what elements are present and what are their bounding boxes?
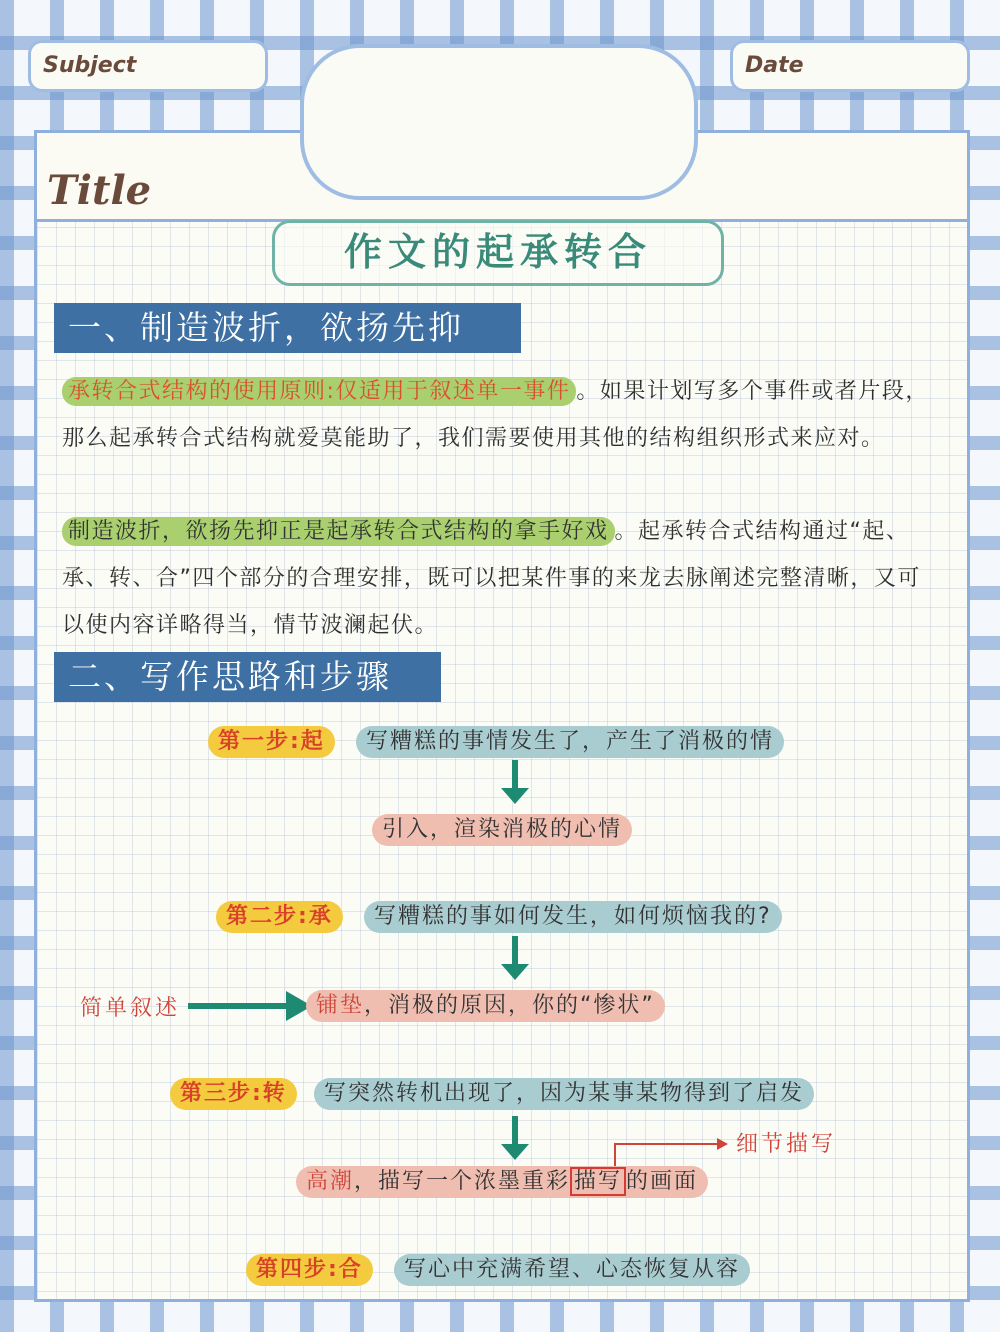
step-2-sub-rest: ，消极的原因，你的“惨状” [364,993,655,1018]
paragraph-1 [62,368,944,462]
note-detail-description: 细节描写 [736,1132,837,1157]
step-3-text: 写突然转机出现了，因为某事某物得到了启发 [314,1078,814,1110]
note-simple-narration: 简单叙述 [80,996,181,1021]
detail-pointer-vertical [614,1144,616,1166]
date-box [730,40,970,92]
step-2-text: 写糟糕的事如何发生，如何烦恼我的? [364,901,782,933]
subject-label: Subject [43,53,137,78]
step-3-sub-mid: ，描写一个浓墨重彩 [354,1169,571,1194]
step-2-sub [306,990,665,1022]
title-oval-frame [300,44,698,200]
step-2-label: 第二步:承 [216,901,343,933]
principle-highlight: 承转合式结构的使用原则:仅适用于叙述单一事件 [62,377,576,406]
title-label: Title [47,167,152,214]
step-1-label: 第一步:起 [208,726,335,758]
section-heading-2: 二、写作思路和步骤 [54,652,441,702]
step-3-sub-lead: 高潮 [306,1169,355,1194]
step-3-sub-end: 的画面 [626,1169,699,1194]
step-2-arrow [512,936,518,966]
step-3-arrow [512,1116,518,1146]
right-arrow [188,1003,288,1009]
subject-box [28,40,268,92]
main-title: 作文的起承转合 [272,220,724,286]
step-4-label: 第四步:合 [246,1254,373,1286]
step-1-text: 写糟糕的事情发生了，产生了消极的情 [356,726,784,758]
step-3-sub [296,1166,708,1198]
step-3-boxed-word: 描写 [570,1167,626,1196]
paragraph-1-text: 。如果计划写多个事件或者片段，那么起承转合式结构就爱莫能助了，我们需要使用其他的结构组织形式来应对。 [62,379,929,451]
step-3-label: 第三步:转 [170,1078,297,1110]
step-2-sub-lead: 铺垫 [316,993,365,1018]
paragraph-2 [62,508,944,649]
step-1-arrow [512,760,518,790]
paragraph-2-text: 。起承转合式结构通过“起、承、转、合”四个部分的合理安排，既可以把某件事的来龙去脉阐述完整清晰，又可以使内容详略得当，情节波澜起伏。 [62,519,921,638]
step-4-text: 写心中充满希望、心态恢复从容 [394,1254,750,1286]
step-1-sub: 引入，渲染消极的心情 [372,814,632,846]
section-heading-1: 一、制造波折，欲扬先抑 [54,303,521,353]
specialty-highlight: 制造波折，欲扬先抑正是起承转合式结构的拿手好戏 [62,517,615,546]
detail-pointer-arrow [614,1143,718,1145]
date-label: Date [745,53,804,78]
